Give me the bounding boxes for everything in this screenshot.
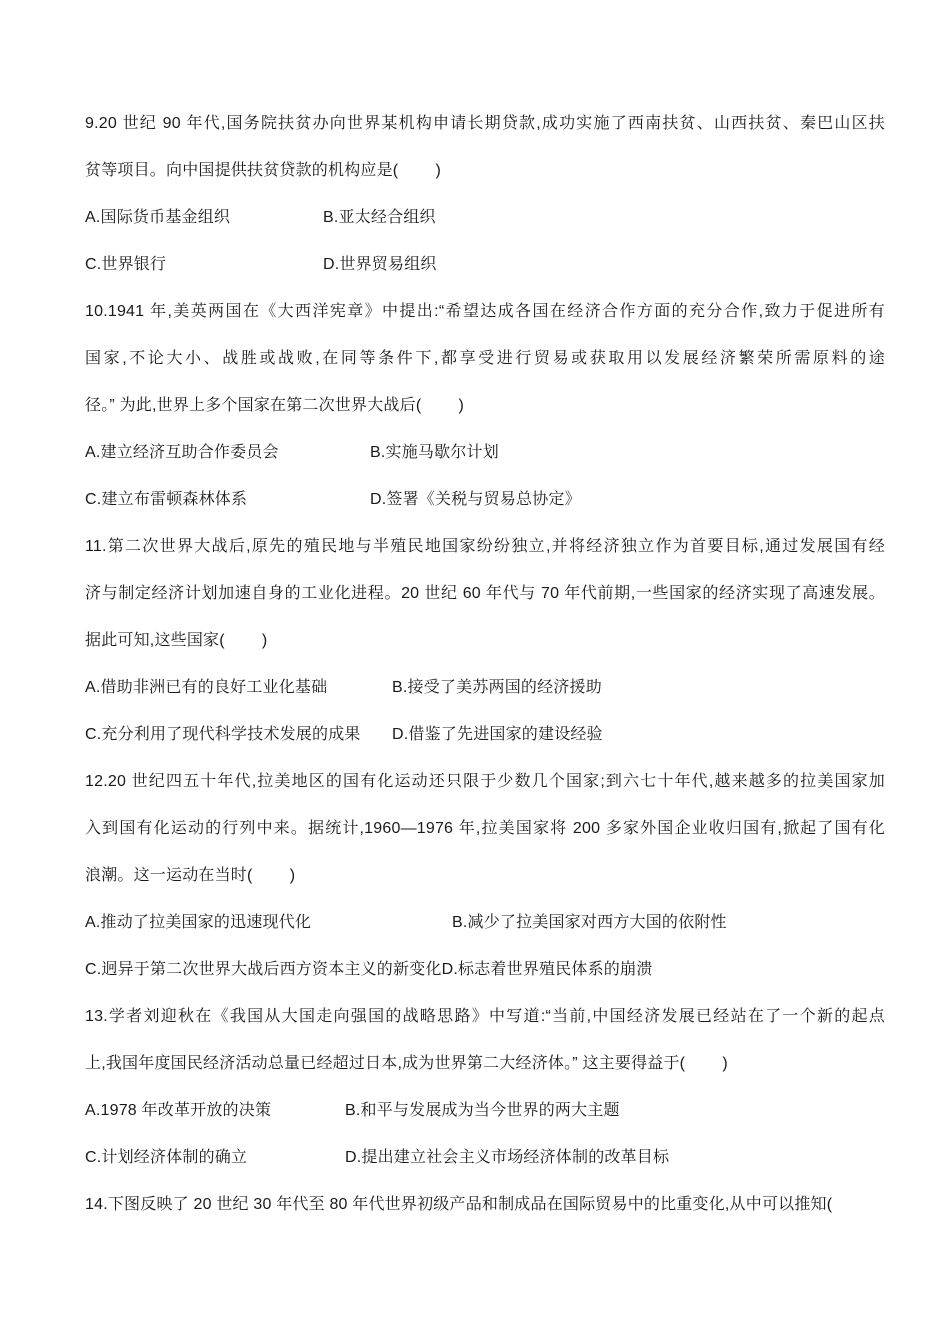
question-12-option-row <box>85 899 885 946</box>
question-11-stem-line: 11.第二次世界大战后,原先的殖民地与半殖民地国家纷纷独立,并将经济独立作为首要目标,通过发展国有经 <box>85 538 885 555</box>
question-block-9 <box>85 100 885 288</box>
question-block-11 <box>85 523 885 758</box>
question-12-option-a: A.推动了拉美国家的迅速现代化 <box>85 914 312 931</box>
question-11-stem-line: 据此可知,这些国家( ) <box>85 632 268 649</box>
question-12-stem-line: 12.20 世纪四五十年代,拉美地区的国有化运动还只限于少数几个国家;到六七十年代,越来越多的拉美国家加 <box>85 773 885 790</box>
question-9-option-row <box>85 194 885 241</box>
question-10-stem-line: 径。” 为此,世界上多个国家在第二次世界大战后( ) <box>85 397 465 414</box>
question-12-stem-line: 入到国有化运动的行列中来。据统计,1960—1976 年,拉美国家将 200 多家外国企业收归国有,掀起了国有化 <box>85 820 885 837</box>
question-10-option-d: D.签署《关税与贸易总协定》 <box>370 491 581 508</box>
question-10-stem-line: 国家,不论大小、战胜或战败,在同等条件下,都享受进行贸易或获取用以发展经济繁荣所需原料的途 <box>85 350 885 367</box>
question-9-stem-line: 贫等项目。向中国提供扶贫贷款的机构应是( ) <box>85 162 442 179</box>
question-block-12 <box>85 758 885 993</box>
question-13-option-b: B.和平与发展成为当今世界的两大主题 <box>345 1102 620 1119</box>
question-10-option-b: B.实施马歇尔计划 <box>370 444 499 461</box>
questions-container <box>85 100 885 1228</box>
question-10-stem-line: 10.1941 年,美英两国在《大西洋宪章》中提出:“希望达成各国在经济合作方面的充分合作,致力于促进所有 <box>85 303 885 320</box>
question-11-option-b: B.接受了美苏两国的经济援助 <box>392 679 602 696</box>
question-9-stem-line: 9.20 世纪 90 年代,国务院扶贫办向世界某机构申请长期贷款,成功实施了西南扶贫、山西扶贫、秦巴山区扶 <box>85 115 885 132</box>
question-12-option-row <box>85 946 885 993</box>
question-11-option-a: A.借助非洲已有的良好工业化基础 <box>85 679 328 696</box>
question-12-option-b: B.减少了拉美国家对西方大国的依附性 <box>452 914 727 931</box>
question-11-option-row <box>85 664 885 711</box>
question-13-option-d: D.提出建立社会主义市场经济体制的改革目标 <box>345 1149 670 1166</box>
question-12-stem-line: 浪潮。这一运动在当时( ) <box>85 867 296 884</box>
question-9-option-d: D.世界贸易组织 <box>323 256 437 273</box>
question-10-option-row <box>85 429 885 476</box>
question-block-10 <box>85 288 885 523</box>
question-11-option-c: C.充分利用了现代科学技术发展的成果 <box>85 726 361 743</box>
question-12-option-d: D.标志着世界殖民体系的崩溃 <box>441 961 653 978</box>
question-11-stem-line: 济与制定经济计划加速自身的工业化进程。20 世纪 60 年代与 70 年代前期,一些国家的经济实现了高速发展。 <box>85 585 885 602</box>
question-14-stem-line: 14.下图反映了 20 世纪 30 年代至 80 年代世界初级产品和制成品在国际贸易中的比重变化,从中可以推知( <box>85 1196 833 1213</box>
question-10-option-c: C.建立布雷顿森林体系 <box>85 491 248 508</box>
question-11-option-row <box>85 711 885 758</box>
question-9-option-a: A.国际货币基金组织 <box>85 209 231 226</box>
question-13-option-a: A.1978 年改革开放的决策 <box>85 1102 272 1119</box>
question-13-option-row <box>85 1134 885 1181</box>
question-12-option-c: C.迥异于第二次世界大战后西方资本主义的新变化 <box>85 961 442 978</box>
question-10-option-a: A.建立经济互助合作委员会 <box>85 444 279 461</box>
question-9-option-b: B.亚太经合组织 <box>323 209 436 226</box>
question-block-14 <box>85 1181 885 1228</box>
question-13-stem-line: 13.学者刘迎秋在《我国从大国走向强国的战略思路》中写道:“当前,中国经济发展已经站在了一个新的起点 <box>85 1008 885 1025</box>
question-9-option-row <box>85 241 885 288</box>
question-13-stem-line: 上,我国年度国民经济活动总量已经超过日本,成为世界第二大经济体。” 这主要得益于( ) <box>85 1055 728 1072</box>
question-11-option-d: D.借鉴了先进国家的建设经验 <box>392 726 603 743</box>
question-block-13 <box>85 993 885 1181</box>
question-13-option-c: C.计划经济体制的确立 <box>85 1149 248 1166</box>
question-10-option-row <box>85 476 885 523</box>
question-9-option-c: C.世界银行 <box>85 256 167 273</box>
question-13-option-row <box>85 1087 885 1134</box>
